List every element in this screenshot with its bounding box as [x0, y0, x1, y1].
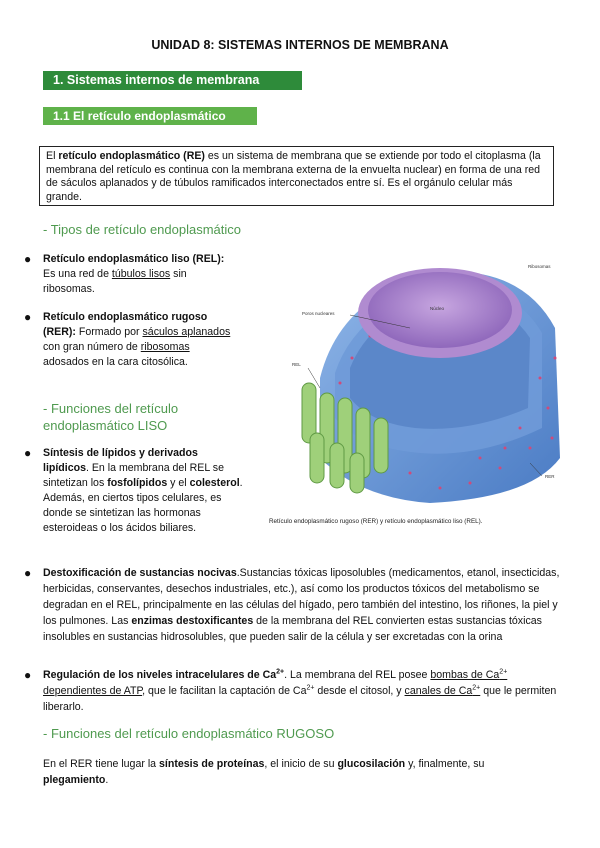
- list-item-lipids: [24, 446, 243, 536]
- definition-box: [39, 146, 554, 206]
- lipids-text-2: y el: [167, 477, 190, 489]
- calcium-sup: 2+: [276, 668, 285, 676]
- bullet-dot: ●: [24, 446, 32, 460]
- er-illustration: [280, 258, 570, 513]
- detox-text-2: de la membrana del REL convierten estas sustancias tóxicas insolubles en sustancias hidrosolubles, que pueden salir de la célula y ser excretadas con la orina: [43, 615, 542, 643]
- calcium-sup-2: 2+: [499, 668, 508, 676]
- lipids-text-3: . Además, en ciertos tipos celulares, es donde se sintetizan las hormonas esteroideas o los ácidos biliares.: [43, 477, 243, 534]
- rer-link-ribosomas: ribosomas: [140, 341, 190, 353]
- calcium-link-canales-text: canales de Ca: [404, 685, 473, 697]
- list-item-rer: [24, 310, 233, 370]
- rer-paragraph-text-2: , el inicio de su: [264, 758, 338, 770]
- list-item-calcium: [24, 667, 563, 715]
- figure-caption: Retículo endoplasmático rugoso (RER) y retículo endoplasmático liso (REL).: [269, 518, 483, 525]
- rer-paragraph-text: En el RER tiene lugar la: [43, 758, 160, 770]
- rer-functions-heading: - Funciones del retículo endoplasmático RUGOSO: [43, 726, 335, 741]
- types-heading: - Tipos de retículo endoplasmático: [43, 222, 241, 237]
- rel-text-post: sin ribosomas.: [43, 268, 187, 295]
- rer-bold-glucosilacion: glucosilación: [337, 758, 406, 770]
- rer-bold-plegamiento: plegamiento: [43, 774, 106, 786]
- calcium-link-bombas-text-2: dependientes de ATP: [43, 685, 143, 697]
- calcium-text-4: que le permiten liberarlo.: [43, 685, 557, 713]
- rer-link-saculos: sáculos aplanados: [142, 326, 231, 338]
- rer-paragraph-text-3: y, finalmente, su: [405, 758, 485, 770]
- definition-text-pre: El: [46, 150, 59, 162]
- calcium-term: Regulación de los niveles intracelulares de Ca: [43, 669, 277, 681]
- calcium-link-bombas-text: bombas de Ca: [430, 669, 500, 681]
- bullet-dot: ●: [24, 566, 32, 580]
- list-item-rel: [24, 252, 233, 297]
- definition-text: es un sistema de membrana que se extiende por todo el citoplasma (la membrana del retículo es continua con la membrana externa de la envuelta nuclear) en forma de una red de sáculos aplanados y de túbulos ramificados interconectados entre sí. Es el orgánulo celular más grande.: [46, 150, 541, 203]
- label-rer: RER: [545, 474, 555, 479]
- rer-text: Formado por: [75, 326, 143, 338]
- list-item-detox: [24, 565, 563, 645]
- calcium-text-2: , que le facilitan la captación de Ca: [142, 685, 307, 697]
- detox-text: .Sustancias tóxicas liposolubles (medicamentos, etanol, insecticidas, herbicidas, conservantes, desechos industriales, etc.), así como los productos tóxicos del metabolismo se degradan en el REL, principalmente en las células del hígado, pero también del intestino, los riñones, la piel y los pulmones. Las: [43, 567, 560, 627]
- unit-title: UNIDAD 8: SISTEMAS INTERNOS DE MEMBRANA: [151, 38, 449, 52]
- label-poros: Poros nucleares: [302, 311, 335, 316]
- detox-term: Destoxificación de sustancias nocivas: [43, 567, 237, 579]
- calcium-link-canales: [405, 685, 481, 697]
- lipids-text: . En la membrana del REL se sintetizan los: [43, 462, 224, 489]
- label-rel: REL: [292, 362, 301, 367]
- bullet-dot: ●: [24, 252, 32, 266]
- section-heading-1: 1. Sistemas internos de membrana: [43, 71, 302, 90]
- lipids-bold-1: fosfolípidos: [107, 477, 168, 489]
- label-ribosomas: Ribosomas: [528, 264, 551, 269]
- rel-text: Es una red de: [43, 268, 112, 280]
- rer-text-post: adosados en la cara citosólica.: [43, 356, 188, 368]
- rer-paragraph-text-4: .: [105, 774, 109, 786]
- er-figure: [280, 258, 570, 513]
- lipids-bold-2: colesterol: [189, 477, 240, 489]
- rer-term: Retículo endoplasmático rugoso (RER):: [43, 311, 208, 338]
- bullet-dot: ●: [24, 310, 32, 324]
- detox-bold: enzimas destoxificantes: [131, 615, 254, 627]
- rel-link: túbulos lisos: [111, 268, 171, 280]
- lipids-term: Síntesis de lípidos y derivados lipídicos: [43, 447, 198, 474]
- rel-term: Retículo endoplasmático liso (REL):: [43, 253, 225, 265]
- bullet-dot: ●: [24, 668, 32, 682]
- calcium-text: . La membrana del REL posee: [284, 669, 431, 681]
- calcium-sup-4: 2+: [472, 684, 481, 692]
- rer-bold-sintesis: síntesis de proteínas: [159, 758, 265, 770]
- calcium-sup-3: 2+: [306, 684, 315, 692]
- section-heading-1-1: 1.1 El retículo endoplasmático: [43, 107, 257, 125]
- rel-functions-heading: - Funciones del retículo endoplasmático LISO: [43, 401, 179, 433]
- rer-text-mid: con gran número de: [43, 341, 141, 353]
- label-nucleo: Núcleo: [430, 306, 445, 311]
- calcium-text-3: desde el citosol, y: [314, 685, 405, 697]
- definition-term: retículo endoplasmático (RE): [58, 150, 205, 162]
- rer-paragraph: [43, 756, 543, 788]
